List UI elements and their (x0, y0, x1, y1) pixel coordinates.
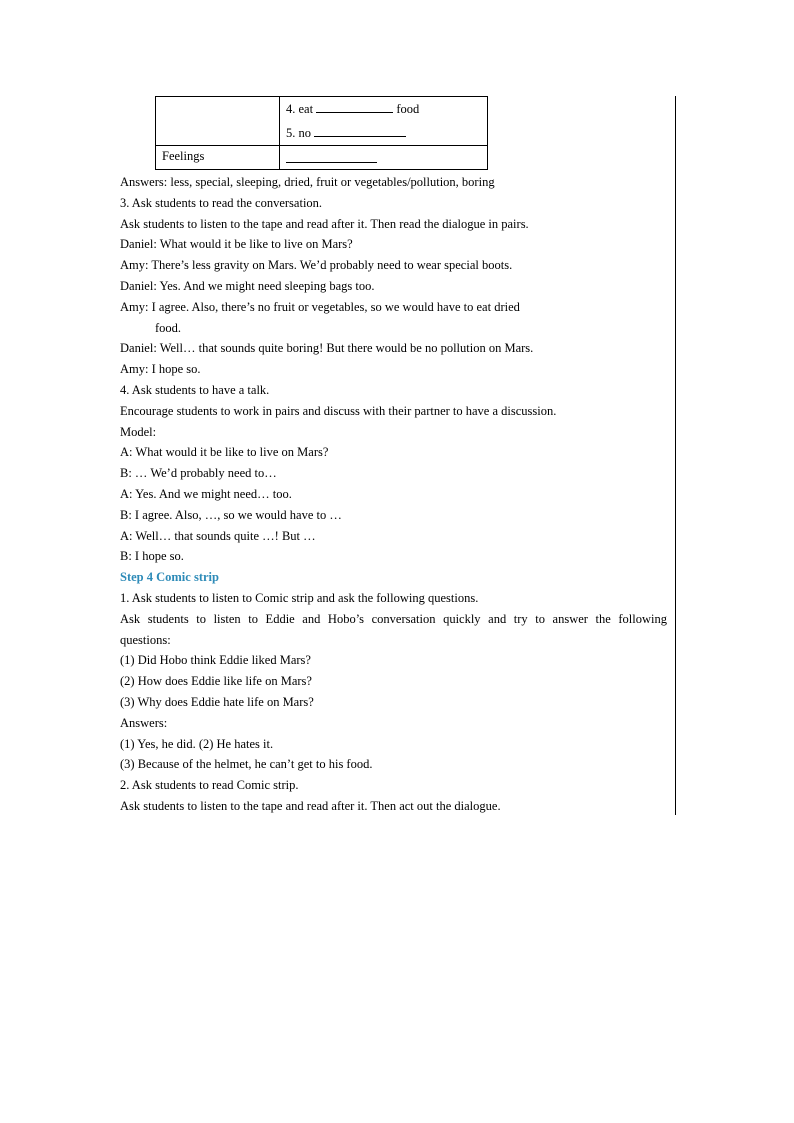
task-3-description: Ask students to listen to the tape and read after it. Then read the dialogue in pairs. (120, 216, 529, 231)
question-line: (1) Did Hobo think Eddie liked Mars? (120, 653, 311, 668)
task-3: 3. Ask students to read the conversation. (120, 195, 323, 210)
blank-line (286, 148, 377, 163)
model-line: B: I hope so. (120, 549, 184, 564)
dialogue-line-continued: food. (155, 320, 182, 335)
item-4: 4. eat food (286, 97, 481, 121)
model-heading: Model: (120, 424, 157, 439)
task-4-description: Encourage students to work in pairs and discuss with their partner to have a discussion. (120, 403, 557, 418)
answer-line: (3) Because of the helmet, he can’t get to his food. (120, 757, 373, 772)
right-margin-rule (675, 96, 676, 815)
task-4: 4. Ask students to have a talk. (120, 382, 270, 397)
dialogue-line: Amy: I agree. Also, there’s no fruit or vegetables, so we would have to eat dried (120, 299, 520, 314)
feelings-answer (280, 146, 488, 170)
blank-line (316, 98, 393, 113)
table-row (156, 97, 488, 146)
model-line: B: I agree. Also, …, so we would have to … (120, 507, 342, 522)
model-line: A: What would it be like to live on Mars? (120, 445, 329, 460)
answers-line: Answers: less, special, sleeping, dried, fruit or vegetables/pollution, boring (120, 175, 495, 189)
answer-line: (1) Yes, he did. (2) He hates it. (120, 736, 274, 751)
feelings-label: Feelings (156, 146, 280, 170)
model-line: B: … We’d probably need to… (120, 466, 277, 481)
dialogue-line: Daniel: Well… that sounds quite boring! But there would be no pollution on Mars. (120, 341, 534, 356)
table-cell-items (280, 97, 488, 146)
question-line: (2) How does Eddie like life on Mars? (120, 674, 312, 689)
item-5: 5. no (286, 121, 481, 145)
lesson-body (120, 172, 667, 817)
dialogue-line: Daniel: Yes. And we might need sleeping bags too. (120, 278, 375, 293)
step-4-task-1-description-end: questions: (120, 632, 171, 647)
step-4-task-2: 2. Ask students to read Comic strip. (120, 778, 299, 793)
step-4-task-1: 1. Ask students to listen to Comic strip and ask the following questions. (120, 590, 479, 605)
model-line: A: Yes. And we might need… too. (120, 486, 292, 501)
dialogue-line: Amy: I hope so. (120, 362, 201, 377)
question-line: (3) Why does Eddie hate life on Mars? (120, 694, 314, 709)
step-4-heading: Step 4 Comic strip (120, 570, 219, 585)
fill-in-table (155, 96, 488, 170)
answers-heading: Answers: (120, 715, 168, 730)
blank-line (314, 122, 406, 137)
dialogue-line: Amy: There’s less gravity on Mars. We’d probably need to wear special boots. (120, 258, 513, 273)
step-4-task-1-description: Ask students to listen to Eddie and Hobo’s conversation quickly and try to answer the following (120, 611, 667, 626)
table-cell-empty (156, 97, 280, 146)
step-4-task-2-description: Ask students to listen to the tape and read after it. Then act out the dialogue. (120, 798, 501, 813)
model-line: A: Well… that sounds quite …! But … (120, 528, 316, 543)
dialogue-line: Daniel: What would it be like to live on Mars? (120, 237, 353, 252)
table-row (156, 146, 488, 170)
